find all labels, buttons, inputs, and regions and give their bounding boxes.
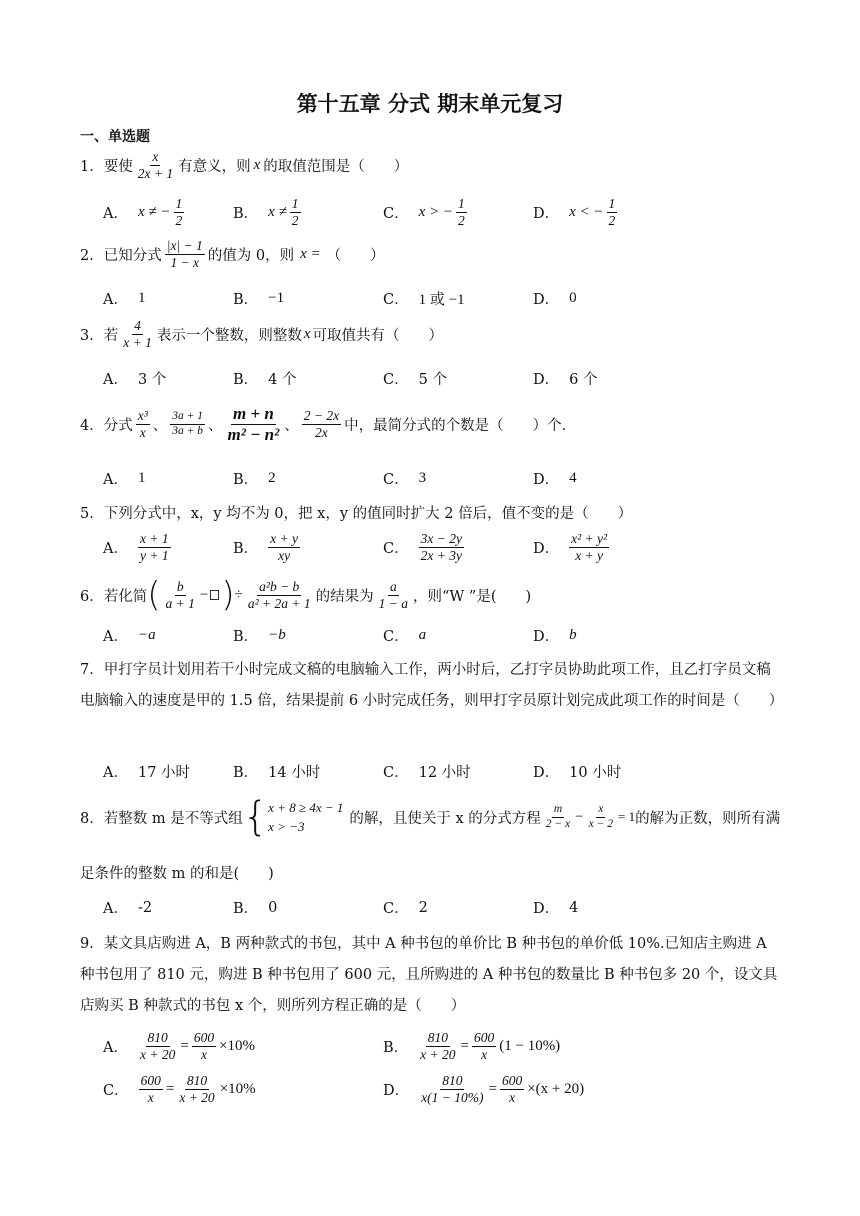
q8-option-c[interactable]: C． 2 bbox=[383, 899, 428, 917]
q3-option-a[interactable]: A． 3 个 bbox=[103, 372, 167, 388]
q9-option-d[interactable]: D． $\frac{810}{x(1 - 10\%)}$ = $\frac{600}{x}$ ×(x + 20) bbox=[383, 1073, 585, 1105]
q2-pre: 2．已知分式 bbox=[80, 247, 162, 264]
q8-equals: = 1 bbox=[618, 809, 636, 824]
q6-option-a[interactable]: A． −a bbox=[103, 627, 156, 645]
q1-fraction: $\frac{x}{2x + 1}$ bbox=[137, 149, 174, 181]
q8-fraction-2: $\frac{x}{x - 2}$ bbox=[588, 803, 614, 830]
q3-option-c[interactable]: C． 5 个 bbox=[383, 372, 447, 388]
q3-fraction: $\frac{4}{x + 1}$ bbox=[123, 318, 152, 350]
q6-option-b[interactable]: B． −b bbox=[233, 627, 286, 645]
question-5: 5．下列分式中，x，y 均不为 0，把 x，y 的值同时扩大 2 倍后，值不变的是（ ） bbox=[80, 506, 633, 522]
q6-option-d[interactable]: D． b bbox=[533, 627, 577, 645]
q6-fraction-2: $\frac{\text{a²b − b}}{\text{a² + 2a + 1}}$ bbox=[247, 578, 311, 611]
question-1 bbox=[80, 149, 408, 181]
inequality-system: x + 8 ≥ 4x − 1 x > −3 bbox=[268, 799, 344, 834]
q2-fraction: $\frac{|x| - 1}{1 - x}$ bbox=[166, 238, 203, 270]
q8-mid: 的解，且使关于 x 的分式方程 bbox=[349, 810, 541, 827]
brace-icon: { bbox=[242, 794, 269, 840]
q8-minus: − bbox=[575, 808, 584, 825]
q3-option-b[interactable]: B． 4 个 bbox=[233, 372, 297, 388]
q2-post: 的值为 0，则 bbox=[207, 247, 295, 264]
q5-option-b[interactable]: B． $\frac{x + y}{xy}$ bbox=[233, 531, 298, 563]
q1-post: 有意义，则 bbox=[178, 158, 251, 175]
placeholder-box-icon bbox=[210, 590, 219, 600]
q4-fraction-1: $\frac{\text{x³}}{x}$ bbox=[137, 408, 148, 440]
q2-option-c[interactable]: C． 1 或 −1 bbox=[383, 292, 465, 308]
q5-option-a[interactable]: A． $\frac{x + 1}{y + 1}$ bbox=[103, 531, 169, 563]
q4-fraction-3: $\frac{m + n}{\text{m² − n²}}$ bbox=[227, 404, 280, 444]
section-heading: 一、单选题 bbox=[80, 129, 150, 145]
question-2 bbox=[80, 238, 385, 270]
q6-mid: 的结果为 bbox=[315, 588, 374, 605]
q4-post: 中，最简分式的个数是（ ）个． bbox=[344, 417, 577, 434]
q1-post2: 的取值范围是（ ） bbox=[263, 158, 409, 175]
q4-option-d[interactable]: D． 4 bbox=[533, 470, 577, 488]
q7-option-a[interactable]: A． 17 小时 bbox=[103, 765, 191, 781]
question-7: 7．甲打字员计划用若干小时完成文稿的电脑输入工作，两小时后，乙打字员协助此项工作，且乙打字员文稿电脑输入的速度是甲的 1.5 倍，结果提前 6 小时完成任务，则甲打字员原计划完成此项工作的时间是（ ） bbox=[80, 662, 784, 709]
question-8-line-2: 足条件的整数 m 的和是( ) bbox=[80, 866, 274, 882]
q6-fraction-1: $\frac{b}{a + 1}$ bbox=[165, 578, 195, 611]
q6-post: ，则“W ”是( ) bbox=[413, 588, 532, 605]
q8-option-b[interactable]: B． 0 bbox=[233, 899, 278, 917]
q4-sep-3: 、 bbox=[284, 417, 299, 434]
q5-option-d[interactable]: D． $\frac{\text{x² + y²}}{x + y}$ bbox=[533, 531, 608, 563]
q4-fraction-4: $\frac{2 - 2x}{2x}$ bbox=[303, 408, 340, 440]
q1-option-a[interactable]: A． x ≠ − $\frac{1}{2}$ bbox=[103, 196, 183, 228]
q4-option-b[interactable]: B． 2 bbox=[233, 470, 276, 488]
q1-var: x bbox=[253, 156, 261, 173]
q7-option-c[interactable]: C． 12 小时 bbox=[383, 765, 471, 781]
q2-option-b[interactable]: B． −1 bbox=[233, 290, 285, 308]
q9-option-b[interactable]: B． $\frac{810}{x + 20}$ = $\frac{600}{x}$ (1 − 10%) bbox=[383, 1030, 561, 1062]
q3-post2: 可取值共有（ ） bbox=[312, 327, 444, 344]
q2-post2: （ ） bbox=[326, 247, 385, 264]
q4-pre: 4．分式 bbox=[80, 417, 133, 434]
q3-option-d[interactable]: D． 6 个 bbox=[533, 372, 598, 388]
q1-option-b[interactable]: B． x ≠ $\frac{1}{2}$ bbox=[233, 196, 299, 228]
q7-option-d[interactable]: D． 10 小时 bbox=[533, 765, 622, 781]
question-8 bbox=[80, 794, 781, 840]
q8-option-d[interactable]: D． 4 bbox=[533, 899, 579, 917]
q1-pre: 1．要使 bbox=[80, 158, 133, 175]
q2-option-d[interactable]: D． 0 bbox=[533, 290, 577, 308]
q2-option-a[interactable]: A． 1 bbox=[103, 290, 146, 308]
left-paren: ( bbox=[147, 575, 161, 615]
question-4 bbox=[80, 404, 576, 444]
q2-var: x = bbox=[300, 245, 321, 262]
q6-pre: 6．若化简 bbox=[80, 588, 148, 605]
q4-option-c[interactable]: C． 3 bbox=[383, 470, 427, 488]
q9-option-a[interactable]: A． $\frac{810}{x + 20}$ = $\frac{600}{x}$ ×10% bbox=[103, 1030, 256, 1062]
q8-option-a[interactable]: A． -2 bbox=[103, 899, 153, 917]
q4-sep-1: 、 bbox=[152, 417, 168, 434]
q8-fraction-1: $\frac{m}{2 - x}$ bbox=[545, 803, 571, 830]
q4-sep-2: 、 bbox=[208, 417, 223, 434]
q4-option-a[interactable]: A． 1 bbox=[103, 470, 146, 488]
q5-option-c[interactable]: C． $\frac{3x - 2y}{2x + 3y}$ bbox=[383, 531, 462, 563]
q6-fraction-3: $\frac{a}{1 - a}$ bbox=[378, 578, 408, 611]
q8-post: 的解为正数，则所有满 bbox=[635, 810, 781, 827]
page-title: 第十五章 分式 期末单元复习 bbox=[296, 92, 564, 116]
question-6 bbox=[80, 575, 532, 615]
q7-option-b[interactable]: B． 14 小时 bbox=[233, 765, 321, 781]
question-3 bbox=[80, 318, 443, 350]
q3-var: x bbox=[303, 325, 311, 342]
q6-minus: − bbox=[199, 586, 209, 603]
q9-option-c[interactable]: C． $\frac{600}{x}$ = $\frac{810}{x + 20}$ ×10% bbox=[103, 1073, 256, 1105]
q6-option-c[interactable]: C． a bbox=[383, 627, 427, 645]
q4-fraction-2: $\frac{3a + 1}{3a + b}$ bbox=[172, 410, 204, 437]
q3-post: 表示一个整数，则整数 bbox=[156, 327, 302, 344]
right-paren: ) bbox=[221, 575, 235, 615]
q1-option-d[interactable]: D． x < − $\frac{1}{2}$ bbox=[533, 196, 616, 228]
question-9: 9．某文具店购进 A，B 两种款式的书包，其中 A 种书包的单价比 B 种书包的单价低 10%.已知店主购进 A 种书包用了 810 元，购进 B 种书包用了 600 元，且所购进的 A 种书包的数量比 B 种书包多 20 个，设文具店购买 B 种款式的书包 x 个，则所列方程正确的是（ ） bbox=[80, 936, 778, 1014]
q3-pre: 3．若 bbox=[80, 327, 119, 344]
q6-divide: ÷ bbox=[234, 586, 243, 603]
q8-pre: 8．若整数 m 是不等式组 bbox=[80, 810, 243, 827]
q1-option-c[interactable]: C． x > − $\frac{1}{2}$ bbox=[383, 196, 465, 228]
